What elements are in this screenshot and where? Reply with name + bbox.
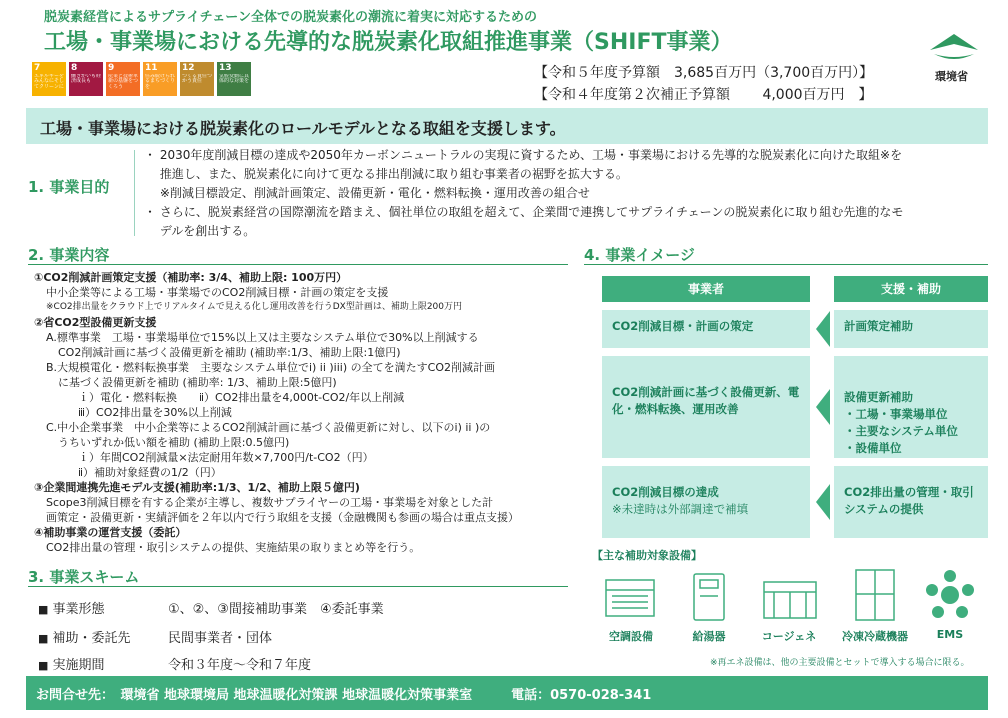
box-text: CO2削減計画に基づく設備更新、電化・燃料転換、運用改善 bbox=[612, 385, 800, 416]
bullet-icon: ■ bbox=[38, 659, 49, 672]
content-line: うちいずれか低い額を補助 (補助上限:0.5億円) bbox=[58, 436, 290, 449]
sdg-goal-icon bbox=[32, 62, 66, 96]
scheme-value: 民間事業者・団体 bbox=[168, 631, 273, 646]
bullet-icon: ■ bbox=[38, 632, 49, 645]
sdg-number: 9 bbox=[108, 63, 115, 73]
content-body bbox=[32, 270, 572, 555]
content-line: ②省CO2型設備更新支援 bbox=[34, 316, 157, 329]
box-text: CO2削減目標の達成 bbox=[612, 485, 719, 499]
scheme-row bbox=[38, 627, 131, 646]
sdg-goal-icon bbox=[143, 62, 177, 96]
cogeneration-icon bbox=[760, 568, 820, 624]
sdg-label: 産業と技術革新の基盤をつくろう bbox=[108, 73, 138, 90]
sdg-number: 11 bbox=[145, 63, 158, 73]
purpose-line: ・ 2030年度削減目標の達成や2050年カーボンニュートラルの実現に資するため、工場・事業場における先導的な脱炭素化に向けた取組※を bbox=[144, 148, 903, 162]
scheme-label: 実施期間 bbox=[52, 658, 105, 673]
content-line: ｉ）電化・燃料転換 ⅱ）CO2排出量を4,000t-CO2/年以上削減 bbox=[78, 391, 405, 404]
equipment-label: 給湯器 bbox=[692, 630, 726, 643]
scheme-label: 補助・委託先 bbox=[52, 631, 131, 646]
content-line: CO2削減計画に基づく設備更新を補助 (補助率:1/3、補助上限:1億円) bbox=[58, 346, 401, 359]
refrigerator-icon bbox=[850, 566, 900, 624]
bullet-icon: ■ bbox=[38, 603, 49, 616]
image-heading-rule bbox=[584, 264, 988, 265]
content-line: CO2排出量の管理・取引システムの提供、実施結果の取りまとめ等を行う。 bbox=[46, 541, 421, 554]
scheme-row bbox=[38, 598, 105, 617]
support-box-equipment bbox=[834, 356, 988, 458]
content-line: ④補助事業の運営支援（委託） bbox=[34, 526, 187, 539]
ministry-label: 環境省 bbox=[935, 70, 968, 83]
arrow-left-icon bbox=[816, 311, 830, 347]
content-line: B.大規模電化・燃料転換事業 主要なシステム単位でi) ii )iii) の全てを満たすCO2削減計画 bbox=[46, 361, 495, 374]
equipment-label: EMS bbox=[936, 628, 964, 641]
air-conditioner-icon bbox=[602, 568, 658, 624]
image-heading: 4. 事業イメージ bbox=[584, 246, 695, 264]
sdg-number: 7 bbox=[34, 63, 41, 73]
content-line: 画策定・設備更新・実績評価を２年以内で行う取組を支援（金融機関も参画の場合は重点支援） bbox=[46, 511, 519, 524]
box-text: CO2削減目標・計画の策定 bbox=[612, 319, 754, 333]
purpose-line: ・ さらに、脱炭素経営の国際潮流を踏まえ、個社単位の取組を超えて、企業間で連携してサプライチェーンの脱炭素化に取り組む先進的なモ bbox=[144, 205, 904, 219]
page-title: 工場・事業場における先導的な脱炭素化取組推進事業（SHIFT事業） bbox=[44, 30, 733, 55]
sdg-label: つくる責任つかう責任 bbox=[182, 73, 212, 85]
business-box-equipment bbox=[602, 356, 810, 458]
ems-icon bbox=[924, 568, 976, 622]
sdg-goal-icon bbox=[106, 62, 140, 96]
equipment-label: 冷凍冷蔵機器 bbox=[842, 630, 908, 643]
equipment-label: コージェネ bbox=[761, 630, 817, 643]
content-heading: 2. 事業内容 bbox=[28, 246, 110, 264]
scheme-row bbox=[38, 654, 105, 673]
equipment-note: ※再エネ設備は、他の主要設備とセットで導入する場合に限る。 bbox=[710, 658, 970, 668]
equipment-title: 【主な補助対象設備】 bbox=[592, 549, 702, 562]
purpose-heading: 1. 事業目的 bbox=[28, 178, 110, 196]
box-note: ※未達時は外部調達で補填 bbox=[612, 502, 749, 516]
box-text: CO2排出量の管理・取引システムの提供 bbox=[844, 485, 974, 516]
sdg-number: 12 bbox=[182, 63, 195, 73]
business-box-plan bbox=[602, 310, 810, 348]
arrow-left-icon bbox=[816, 389, 830, 425]
content-line: Scope3削減目標を有する企業が主導し、複数サプライヤーの工場・事業場を対象とした計 bbox=[46, 496, 494, 509]
box-text: 計画策定補助 bbox=[844, 319, 913, 333]
scheme-value: ①、②、③間接補助事業 ④委託事業 bbox=[168, 602, 384, 617]
purpose-line: ※削減目標設定、削減計画策定、設備更新・電化・燃料転換・運用改善の組合せ bbox=[144, 186, 590, 200]
sdg-number: 13 bbox=[219, 63, 232, 73]
content-line: ①CO2削減計画策定支援（補助率: 3/4、補助上限: 100万円） bbox=[34, 271, 348, 284]
sdg-label: 住み続けられるまちづくりを bbox=[145, 73, 175, 90]
scheme-heading-rule bbox=[28, 586, 568, 587]
content-line: ⅲ）CO2排出量を30%以上削減 bbox=[78, 406, 232, 419]
content-line: ③企業間連携先進モデル支援(補助率:1/3、1/2、補助上限５億円) bbox=[34, 481, 360, 494]
banner-text: 工場・事業場における脱炭素化のロールモデルとなる取組を支援します。 bbox=[40, 119, 566, 138]
support-box-trading bbox=[834, 466, 988, 538]
content-line: A.標準事業 工場・事業場単位で15%以上又は主要なシステム単位で30%以上削減する bbox=[46, 331, 479, 344]
sdg-number: 8 bbox=[71, 63, 78, 73]
purpose-body bbox=[144, 146, 994, 241]
water-heater-icon bbox=[688, 570, 730, 624]
sdg-goal-icon bbox=[180, 62, 214, 96]
sdg-label: 働きがいも経済成長も bbox=[71, 73, 101, 85]
scheme-label: 事業形態 bbox=[52, 602, 105, 617]
scheme-value: 令和３年度～令和７年度 bbox=[168, 658, 312, 673]
content-line: C.中小企業事業 中小企業等によるCO2削減計画に基づく設備更新に対し、以下のi) ii )の bbox=[46, 421, 491, 434]
ministry-logo-icon bbox=[928, 30, 980, 64]
sdg-label: エネルギーをみんなにそしてクリーンに bbox=[34, 73, 64, 90]
scheme-heading: 3. 事業スキーム bbox=[28, 568, 140, 586]
arrow-left-icon bbox=[816, 484, 830, 520]
column-header-support: 支援・補助 bbox=[834, 276, 988, 302]
content-heading-rule bbox=[28, 264, 568, 265]
sdg-goal-icon bbox=[217, 62, 251, 96]
content-line: 中小企業等による工場・事業場でのCO2削減目標・計画の策定を支援 bbox=[46, 286, 389, 299]
budget-line-2: 【令和４年度第２次補正予算額 4,000百万円 】 bbox=[534, 87, 873, 103]
content-line: に基づく設備更新を補助 (補助率: 1/3、補助上限:5億円) bbox=[58, 376, 337, 389]
contact-text: お問合せ先： 環境省 地球環境局 地球温暖化対策課 地球温暖化対策事業室 電話：0570-028-341 bbox=[36, 688, 652, 703]
budget-line-1: 【令和５年度予算額 3,685百万円（3,700百万円）】 bbox=[534, 65, 874, 81]
content-line: ｉ）年間CO2削減量×法定耐用年数×7,700円/t-CO2（円） bbox=[78, 451, 374, 464]
purpose-line: 推進し、また、脱炭素化に向けて更なる排出削減に取り組む事業者の裾野を拡大する。 bbox=[144, 167, 628, 181]
equipment-label: 空調設備 bbox=[609, 630, 653, 643]
content-line: ※CO2排出量をクラウド上でリアルタイムで見える化し運用改善を行うDX型計画は、補助上限200万円 bbox=[46, 302, 463, 312]
page-subtitle: 脱炭素経営によるサプライチェーン全体での脱炭素化の潮流に着実に対応するための bbox=[44, 10, 537, 25]
column-header-business: 事業者 bbox=[602, 276, 810, 302]
box-text: 設備更新補助 ・工場・事業場単位 ・主要なシステム単位 ・設備単位 bbox=[844, 390, 958, 455]
sdg-goal-icon bbox=[69, 62, 103, 96]
purpose-line: デルを創出する。 bbox=[144, 224, 256, 238]
business-box-target bbox=[602, 466, 810, 538]
purpose-divider bbox=[134, 150, 135, 236]
support-box-plan bbox=[834, 310, 988, 348]
content-line: ⅱ）補助対象経費の1/2（円） bbox=[78, 466, 222, 479]
sdg-label: 気候変動に具体的な対策を bbox=[219, 73, 249, 85]
